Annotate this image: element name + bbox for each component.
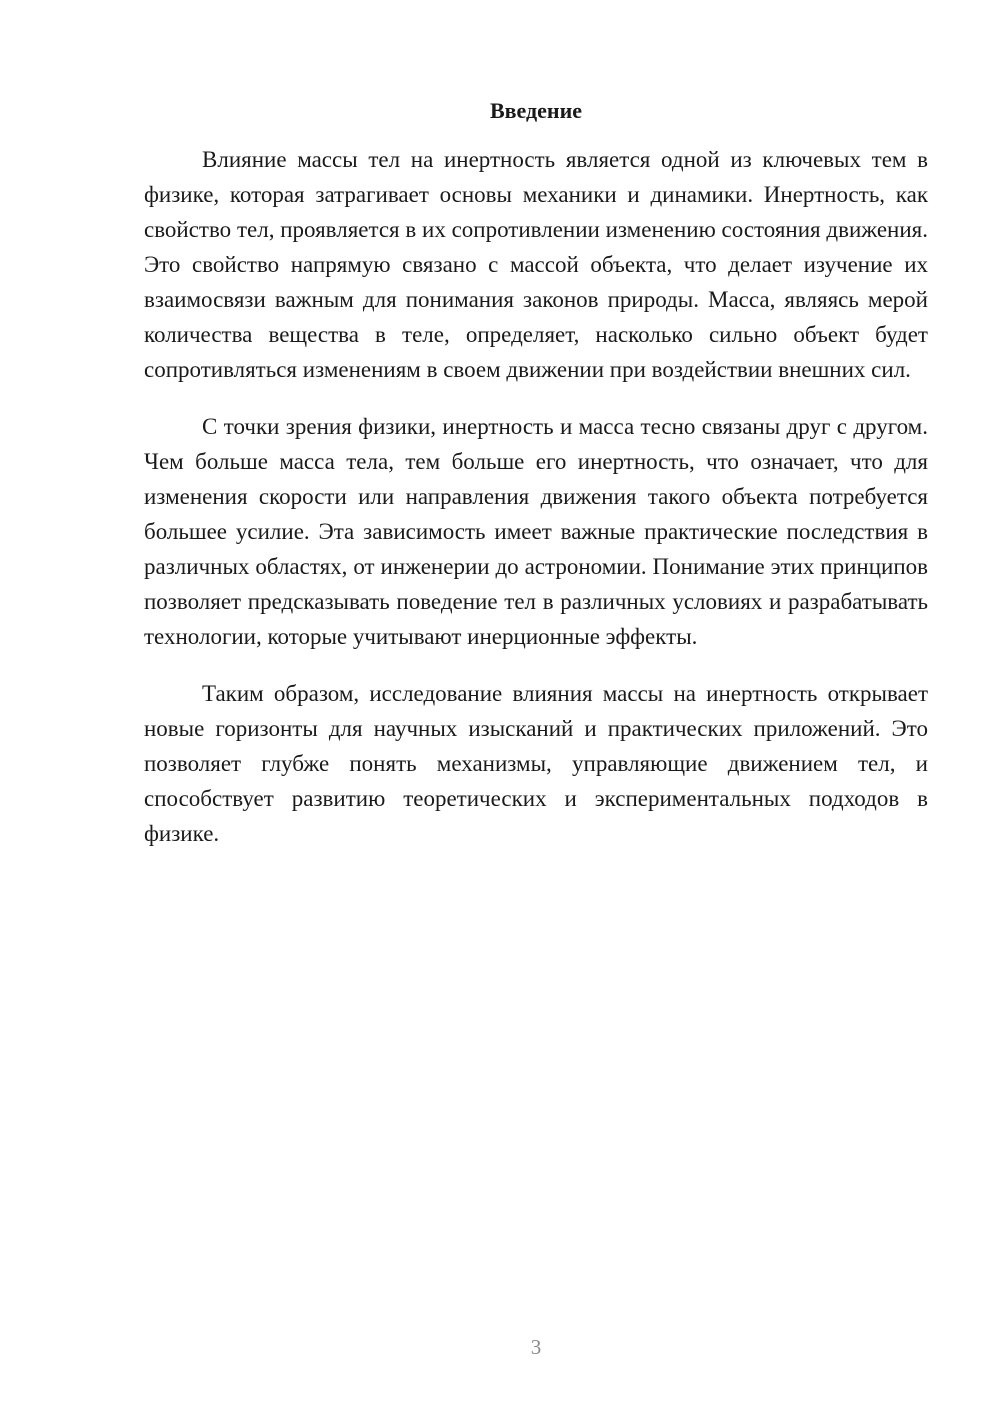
paragraph-2: С точки зрения физики, инертность и масса тесно связаны друг с другом. Чем больше масса тела, тем больше его инертность, что означает, что для изменения скорости или направления движения такого объекта потребуется большее усилие. Эта зависимость имеет важные практические последствия в различных областях, от инженерии до астрономии. Понимание этих принципов позволяет предсказывать поведение тел в различных условиях и разрабатывать технологии, которые учитывают инерционные эффекты. bbox=[144, 414, 928, 649]
section-heading: Введение bbox=[489, 98, 583, 123]
paragraph-3: Таким образом, исследование влияния массы на инертность открывает новые горизонты для научных изысканий и практических приложений. Это позволяет глубже понять механизмы, управляющие движением тел, и способствует развитию теоретических и экспериментальных подходов в физике. bbox=[144, 681, 928, 846]
paragraph-1: Влияние массы тел на инертность является одной из ключевых тем в физике, которая затрагивает основы механики и динамики. Инертность, как свойство тел, проявляется в их сопротивлении изменению состояния движения. Это свойство напрямую связано с массой объекта, что делает изучение их взаимосвязи важным для понимания законов природы. Масса, являясь мерой количества вещества в теле, определяет, насколько сильно объект будет сопротивляться изменениям в своем движении при воздействии внешних сил. bbox=[144, 147, 928, 382]
body-text bbox=[144, 142, 928, 873]
page-number: 3 bbox=[530, 1335, 542, 1359]
